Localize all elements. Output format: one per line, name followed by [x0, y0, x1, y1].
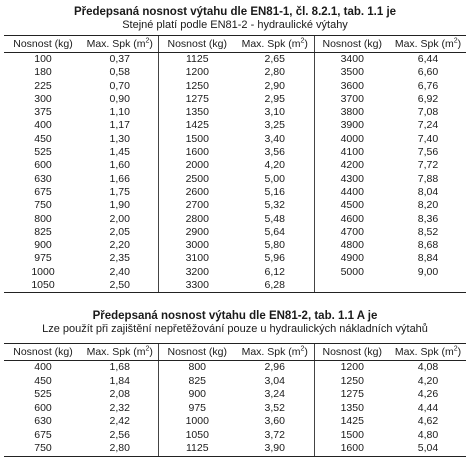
max-area-cell: 2,05 — [109, 225, 130, 238]
load-cell: 2600 — [158, 186, 236, 199]
load-cell: 180 — [34, 66, 52, 79]
load-cell: 400 — [34, 361, 52, 373]
max-area-cell: 5,32 — [264, 199, 285, 212]
max-area-cell: 3,25 — [264, 119, 285, 132]
load-cell: 5000 — [314, 266, 390, 279]
table-row — [4, 415, 466, 429]
max-area-cell: 7,88 — [417, 172, 439, 185]
load-cell: 675 — [34, 428, 52, 441]
max-area-cell: 6,12 — [264, 265, 285, 278]
max-area-cell: 4,80 — [417, 428, 439, 441]
max-area-cell: 2,80 — [82, 442, 158, 456]
load-cell: 1425 — [158, 119, 236, 132]
max-area-cell: 4,62 — [417, 415, 439, 427]
max-area-cell: 3,10 — [264, 106, 285, 119]
load-cell: 1425 — [314, 415, 390, 429]
max-area-cell: 8,52 — [417, 225, 439, 238]
max-area-cell: 3,52 — [264, 401, 285, 414]
load-cell: 2500 — [158, 173, 236, 186]
max-area-cell: 8,36 — [417, 212, 439, 225]
load-cell: 2700 — [158, 199, 236, 212]
max-area-cell: 8,68 — [417, 239, 439, 252]
max-area-cell: 1,68 — [109, 361, 130, 373]
max-area-cell: 5,04 — [390, 442, 466, 456]
max-area-cell: 2,56 — [109, 428, 130, 441]
load-cell: 2800 — [158, 213, 236, 226]
max-area-cell: 8,04 — [417, 185, 439, 198]
max-area-cell: 6,28 — [236, 279, 314, 293]
max-area-cell: 1,30 — [109, 132, 130, 145]
table-row — [4, 173, 466, 186]
load-cell: 975 — [158, 402, 236, 416]
table-row — [4, 66, 466, 79]
load-cell: 1125 — [158, 442, 236, 456]
max-area-cell: 5,00 — [264, 172, 285, 185]
load-cell: 4900 — [314, 252, 390, 265]
load-cell: 800 — [158, 361, 236, 375]
load-cell: 225 — [34, 79, 52, 92]
load-cell: 1350 — [158, 106, 236, 119]
load-cell: 4100 — [314, 146, 390, 159]
table-row — [4, 429, 466, 443]
max-area-cell: 3,04 — [264, 374, 285, 387]
load-cell: 375 — [34, 106, 52, 119]
table-row — [4, 279, 466, 293]
table-row — [4, 80, 466, 93]
load-cell: 4000 — [314, 133, 390, 146]
column-header-load: Nosnost (kg) — [4, 344, 82, 361]
load-cell: 800 — [34, 212, 52, 225]
max-area-cell: 1,17 — [109, 119, 130, 132]
max-area-cell: 7,56 — [417, 146, 439, 159]
max-area-cell: 1,90 — [109, 199, 130, 212]
max-area-cell: 3,90 — [236, 442, 314, 456]
max-area-cell: 2,42 — [109, 415, 130, 427]
load-cell: 1050 — [4, 279, 82, 293]
max-area-cell: 2,20 — [109, 239, 130, 252]
table-row — [4, 388, 466, 402]
table-row — [4, 361, 466, 375]
max-area-cell: 3,24 — [264, 388, 285, 400]
load-cell: 3800 — [314, 106, 390, 119]
max-area-cell: 3,60 — [264, 415, 285, 427]
table-row — [4, 226, 466, 239]
table-row — [4, 53, 466, 67]
table-row — [4, 402, 466, 416]
max-area-cell: 0,90 — [109, 92, 130, 105]
column-header-load: Nosnost (kg) — [4, 36, 82, 53]
load-cell: 3000 — [158, 239, 236, 252]
max-area-cell: 6,76 — [417, 79, 439, 92]
load-cell: 525 — [34, 388, 52, 400]
section2-capacity-table — [4, 343, 466, 457]
column-header-load: Nosnost (kg) — [314, 344, 390, 361]
load-cell — [314, 279, 390, 293]
load-cell: 1000 — [158, 415, 236, 429]
max-area-cell: 6,92 — [417, 92, 439, 105]
max-area-cell: 7,24 — [417, 119, 439, 132]
max-area-cell: 1,66 — [109, 172, 130, 185]
max-area-cell: 1,84 — [109, 374, 130, 387]
max-area-cell: 4,20 — [417, 374, 439, 387]
load-cell: 750 — [4, 442, 82, 456]
load-cell: 4700 — [314, 226, 390, 239]
load-cell: 630 — [34, 172, 52, 185]
load-cell: 1600 — [158, 146, 236, 159]
max-area-cell: 0,70 — [109, 79, 130, 92]
load-cell: 1500 — [158, 133, 236, 146]
table-row — [4, 266, 466, 279]
load-cell: 1350 — [314, 402, 390, 416]
max-area-cell: 5,16 — [264, 185, 285, 198]
load-cell: 900 — [158, 388, 236, 402]
max-area-cell: 1,45 — [109, 146, 130, 159]
max-area-cell: 2,32 — [109, 401, 130, 414]
column-header-load: Nosnost (kg) — [158, 344, 236, 361]
load-cell: 975 — [34, 252, 52, 265]
max-area-cell: 2,80 — [264, 66, 285, 79]
max-area-cell: 6,44 — [417, 53, 439, 65]
load-cell: 525 — [34, 146, 52, 159]
table-row — [4, 186, 466, 199]
max-area-cell: 7,08 — [417, 106, 439, 119]
max-area-cell: 4,08 — [417, 361, 439, 373]
max-area-cell: 4,26 — [417, 388, 439, 400]
load-cell: 3700 — [314, 93, 390, 106]
max-area-cell: 2,95 — [264, 92, 285, 105]
load-cell: 4600 — [314, 213, 390, 226]
table-row — [4, 159, 466, 172]
load-cell: 3300 — [158, 279, 236, 293]
max-area-cell: 2,65 — [264, 53, 285, 65]
table-header-row — [4, 36, 466, 53]
section2-title: Předepsaná nosnost výtahu dle EN81-2, tab. 1.1 A je — [92, 310, 378, 322]
table-row — [4, 213, 466, 226]
column-header-max-area: Max. Spk $(m^2)$ — [390, 344, 466, 361]
max-area-cell: 7,72 — [417, 159, 439, 172]
load-cell: 2000 — [158, 159, 236, 172]
load-cell: 450 — [34, 132, 52, 145]
section1-heading — [0, 6, 470, 32]
load-cell: 1125 — [158, 53, 236, 67]
load-cell: 3500 — [314, 66, 390, 79]
max-area-cell: 2,90 — [264, 79, 285, 92]
max-area-cell: 9,00 — [417, 265, 439, 278]
column-header-max-area: Max. Spk $(m^2)$ — [236, 36, 314, 53]
load-cell: 1275 — [158, 93, 236, 106]
column-header-load: Nosnost (kg) — [158, 36, 236, 53]
load-cell: 400 — [34, 119, 52, 132]
column-header-max-area: Max. Spk $(m^2)$ — [236, 344, 314, 361]
max-area-cell: 1,75 — [109, 185, 130, 198]
table-row — [4, 239, 466, 252]
max-area-cell: 7,40 — [417, 132, 439, 145]
load-cell: 1200 — [158, 66, 236, 79]
table-row — [4, 199, 466, 212]
max-area-cell: 2,00 — [109, 212, 130, 225]
load-cell: 3900 — [314, 119, 390, 132]
column-header-max-area: Max. Spk $(m^2)$ — [82, 36, 158, 53]
load-cell: 3400 — [314, 53, 390, 67]
load-cell: 100 — [34, 53, 52, 65]
load-cell: 1600 — [314, 442, 390, 456]
max-area-cell: 4,20 — [264, 159, 285, 172]
max-area-cell: 1,60 — [109, 159, 130, 172]
section1-title: Předepsaná nosnost výtahu dle EN81-1, čl. 8.2.1, tab. 1.1 je — [73, 6, 397, 18]
section1-capacity-table — [4, 35, 466, 293]
max-area-cell: 2,96 — [264, 361, 285, 373]
load-cell: 630 — [34, 415, 52, 427]
load-cell: 4800 — [314, 239, 390, 252]
load-cell: 2900 — [158, 226, 236, 239]
max-area-cell: 3,56 — [264, 146, 285, 159]
load-cell: 600 — [34, 401, 52, 414]
table-row — [4, 133, 466, 146]
max-area-cell: 2,40 — [109, 265, 130, 278]
table-row — [4, 119, 466, 132]
max-area-cell — [390, 279, 466, 293]
table-row — [4, 93, 466, 106]
max-area-cell: 0,58 — [109, 66, 130, 79]
max-area-cell: 2,08 — [109, 388, 130, 400]
load-cell: 1000 — [31, 265, 55, 278]
max-area-cell: 6,60 — [417, 66, 439, 79]
load-cell: 1500 — [314, 429, 390, 443]
max-area-cell: 8,20 — [417, 199, 439, 212]
load-cell: 300 — [34, 92, 52, 105]
load-cell: 4200 — [314, 159, 390, 172]
max-area-cell: 4,44 — [417, 401, 439, 414]
max-area-cell: 0,37 — [109, 53, 130, 65]
column-header-load: Nosnost (kg) — [314, 36, 390, 53]
load-cell: 4300 — [314, 173, 390, 186]
load-cell: 825 — [34, 225, 52, 238]
load-cell: 1275 — [314, 388, 390, 402]
load-cell: 3200 — [158, 266, 236, 279]
table-row — [4, 106, 466, 119]
column-header-max-area: Max. Spk $(m^2)$ — [82, 344, 158, 361]
column-header-max-area: Max. Spk $(m^2)$ — [390, 36, 466, 53]
load-cell: 4400 — [314, 186, 390, 199]
load-cell: 675 — [34, 185, 52, 198]
table-row — [4, 442, 466, 456]
load-cell: 600 — [34, 159, 52, 172]
load-cell: 3100 — [158, 252, 236, 265]
max-area-cell: 1,10 — [109, 106, 130, 119]
load-cell: 1050 — [158, 429, 236, 443]
section2-subtitle: Lze použít při zajištění nepřetěžování pouze u hydraulických nákladních výtahů — [42, 323, 428, 335]
section1-subtitle: Stejné platí podle EN81-2 - hydraulické výtahy — [122, 19, 348, 31]
load-cell: 450 — [34, 374, 52, 387]
load-cell: 1250 — [158, 80, 236, 93]
load-cell: 825 — [158, 375, 236, 389]
table-header-row — [4, 344, 466, 361]
table-row — [4, 146, 466, 159]
max-area-cell: 2,35 — [109, 252, 130, 265]
table-row — [4, 375, 466, 389]
load-cell: 4500 — [314, 199, 390, 212]
table-row — [4, 252, 466, 265]
max-area-cell: 5,48 — [264, 212, 285, 225]
load-cell: 750 — [34, 199, 52, 212]
load-cell: 1250 — [314, 375, 390, 389]
load-cell: 3600 — [314, 80, 390, 93]
section2-heading — [0, 310, 470, 336]
load-cell: 900 — [34, 239, 52, 252]
max-area-cell: 5,80 — [264, 239, 285, 252]
max-area-cell: 2,50 — [82, 279, 158, 293]
load-cell: 1200 — [314, 361, 390, 375]
max-area-cell: 5,96 — [264, 252, 285, 265]
max-area-cell: 3,40 — [264, 132, 285, 145]
max-area-cell: 5,64 — [264, 225, 285, 238]
max-area-cell: 3,72 — [264, 428, 285, 441]
max-area-cell: 8,84 — [417, 252, 439, 265]
